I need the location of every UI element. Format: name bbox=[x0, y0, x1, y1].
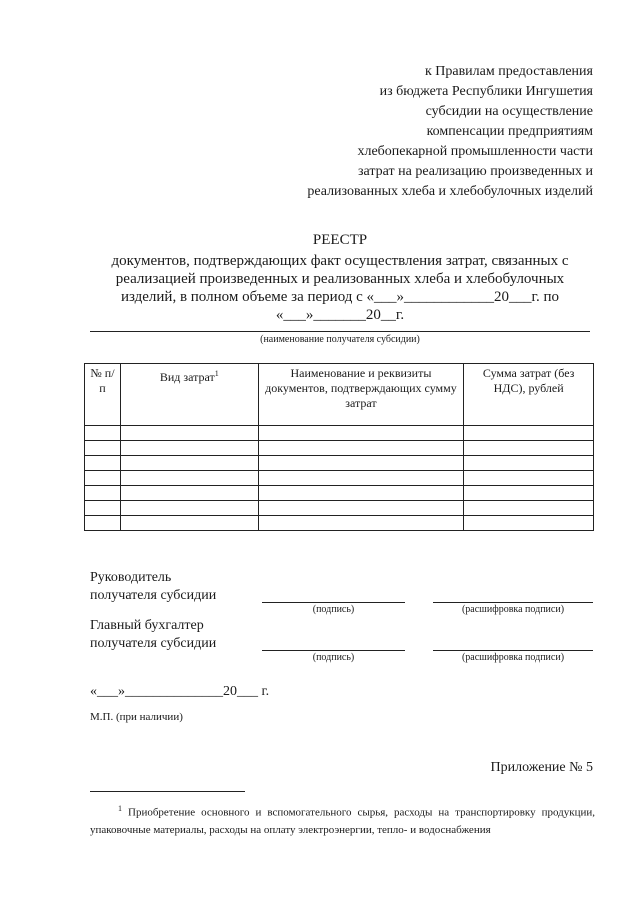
table-cell[interactable] bbox=[85, 426, 121, 441]
table-row bbox=[85, 501, 594, 516]
footnote-ref: 1 bbox=[214, 369, 219, 378]
table-cell[interactable] bbox=[85, 471, 121, 486]
table-cell[interactable] bbox=[258, 456, 464, 471]
table-cell[interactable] bbox=[120, 501, 258, 516]
header-block bbox=[263, 62, 593, 202]
appendix-label: Приложение № 5 bbox=[490, 760, 593, 775]
table-cell[interactable] bbox=[120, 471, 258, 486]
recipient-caption: (наименование получателя субсидии) bbox=[260, 334, 420, 345]
doc-subtitle bbox=[60, 252, 620, 324]
stamp-note: М.П. (при наличии) bbox=[90, 711, 183, 723]
col-documents: Наименование и реквизиты документов, подтверждающих сумму затрат bbox=[258, 364, 464, 426]
table-row bbox=[85, 516, 594, 531]
table-cell[interactable] bbox=[85, 516, 121, 531]
accountant-sign-line[interactable] bbox=[262, 650, 405, 651]
header-line: затрат на реализацию произведенных и bbox=[357, 164, 593, 179]
table-row bbox=[85, 456, 594, 471]
subtitle-line: «___»_______20__г. bbox=[275, 307, 405, 323]
table-cell[interactable] bbox=[120, 441, 258, 456]
table-cell[interactable] bbox=[85, 501, 121, 516]
table-cell[interactable] bbox=[258, 516, 464, 531]
director-sign-line[interactable] bbox=[262, 602, 405, 603]
col-amount: Сумма затрат (без НДС), рублей bbox=[464, 364, 594, 426]
accountant-decode-line[interactable] bbox=[433, 650, 593, 651]
table-cell[interactable] bbox=[120, 456, 258, 471]
table-cell[interactable] bbox=[464, 486, 594, 501]
table-cell[interactable] bbox=[85, 456, 121, 471]
table-cell[interactable] bbox=[464, 501, 594, 516]
header-line: к Правилам предоставления bbox=[424, 64, 593, 79]
col-expense-type: Вид затрат$^1$ bbox=[120, 364, 258, 426]
footnote bbox=[90, 800, 595, 839]
header-line: реализованных хлеба и хлебобулочных изделий bbox=[307, 184, 593, 199]
table-cell[interactable] bbox=[85, 441, 121, 456]
footnote-divider bbox=[90, 791, 245, 792]
accountant-label: Главный бухгалтер получателя субсидии bbox=[90, 618, 217, 651]
subtitle-line: документов, подтверждающих факт осуществления затрат, связанных с bbox=[111, 253, 569, 269]
doc-title: РЕЕСТР bbox=[312, 232, 368, 248]
table-cell[interactable] bbox=[258, 501, 464, 516]
director-decode-line[interactable] bbox=[433, 602, 593, 603]
header-line: из бюджета Республики Ингушетия bbox=[379, 84, 593, 99]
table-header-row bbox=[85, 364, 594, 426]
table-cell[interactable] bbox=[120, 516, 258, 531]
director-sign-caption: (подпись) bbox=[312, 604, 355, 615]
footnote-marker: 1 bbox=[118, 804, 122, 813]
table-row bbox=[85, 471, 594, 486]
registry-table bbox=[84, 363, 594, 531]
subtitle-line: изделий, в полном объеме за период с «___»____________20___г. по bbox=[120, 289, 560, 305]
accountant-sign-caption: (подпись) bbox=[312, 652, 355, 663]
table-cell[interactable] bbox=[258, 441, 464, 456]
table-cell[interactable] bbox=[464, 516, 594, 531]
recipient-line[interactable] bbox=[90, 331, 590, 332]
date-line: «___»______________20___ г. bbox=[90, 684, 270, 699]
header-line: компенсации предприятиям bbox=[426, 124, 593, 139]
footnote-text: Приобретение основного и вспомогательного сырья, расходы на транспортировку продукции, упаковочные материалы, расходы на оплату электроэнергии, тепло- и водоснабжения bbox=[90, 806, 595, 836]
col-number: № п/п bbox=[85, 364, 121, 426]
director-decode-caption: (расшифровка подписи) bbox=[461, 604, 565, 615]
table-cell[interactable] bbox=[120, 426, 258, 441]
table-cell[interactable] bbox=[120, 486, 258, 501]
table-row bbox=[85, 426, 594, 441]
table-cell[interactable] bbox=[258, 426, 464, 441]
table-row bbox=[85, 441, 594, 456]
table-cell[interactable] bbox=[464, 441, 594, 456]
accountant-decode-caption: (расшифровка подписи) bbox=[461, 652, 565, 663]
table-cell[interactable] bbox=[464, 471, 594, 486]
table-cell[interactable] bbox=[258, 471, 464, 486]
header-line: хлебопекарной промышленности части bbox=[357, 144, 593, 159]
subtitle-line: реализацией произведенных и реализованных хлеба и хлебобулочных bbox=[115, 271, 565, 287]
table-cell[interactable] bbox=[464, 426, 594, 441]
table-cell[interactable] bbox=[85, 486, 121, 501]
table-row bbox=[85, 486, 594, 501]
header-line: субсидии на осуществление bbox=[425, 104, 593, 119]
table-cell[interactable] bbox=[258, 486, 464, 501]
director-label: Руководитель получателя субсидии bbox=[90, 570, 217, 603]
table-cell[interactable] bbox=[464, 456, 594, 471]
